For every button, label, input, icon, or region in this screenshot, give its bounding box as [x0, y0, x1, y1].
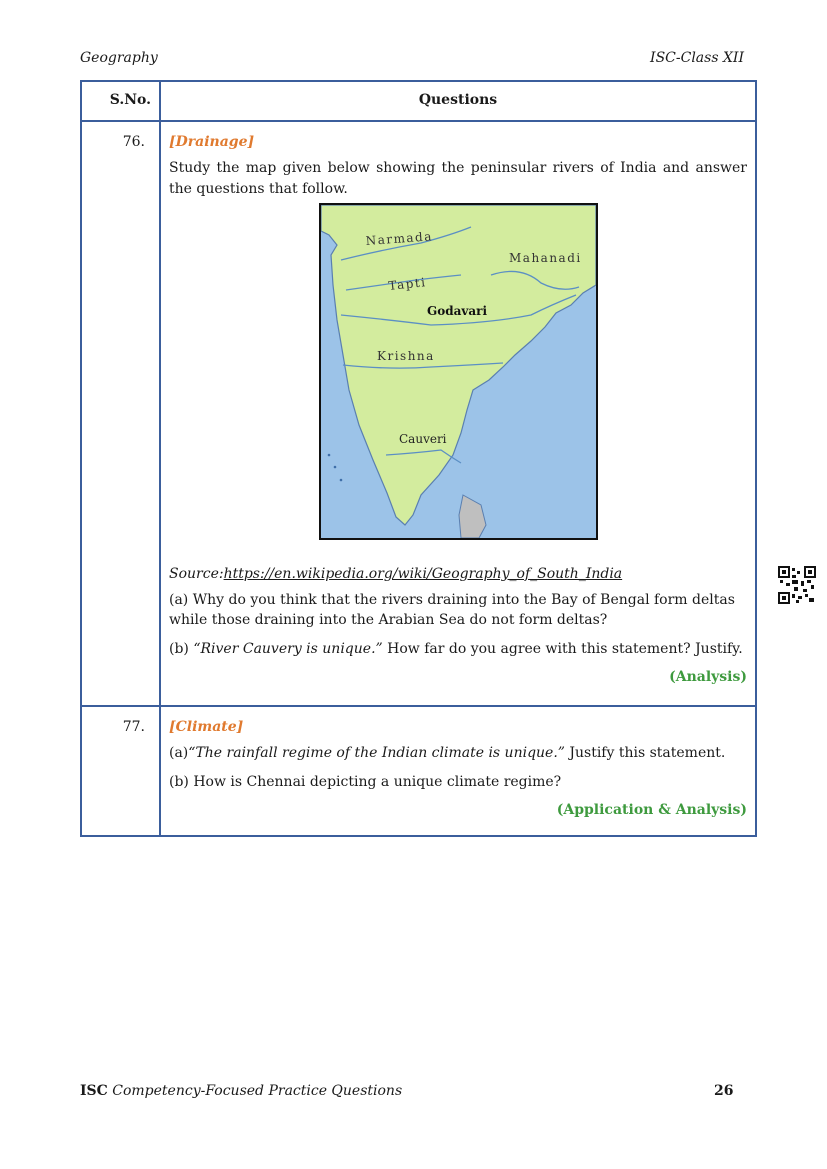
footer-title [80, 1083, 402, 1099]
island-dot [339, 479, 342, 482]
question-body [160, 706, 756, 836]
sub-question-a-rest: Justify this statement. [564, 745, 726, 762]
map-label-narmada: Narmada [364, 229, 433, 248]
peninsular-rivers-map [319, 203, 598, 540]
map-label-godavari: Godavari [426, 303, 487, 318]
header-subject: Geography [80, 50, 158, 66]
topic-label: [Drainage] [169, 134, 255, 150]
table-row [81, 706, 756, 836]
competency-level: (Application & Analysis) [556, 801, 747, 818]
source-link[interactable]: https://en.wikipedia.org/wiki/Geography_of_South_India [223, 565, 623, 582]
map-graphic [321, 205, 596, 538]
sub-question-a-prefix: (a) [169, 745, 189, 762]
sub-question-b-prefix: (b) [169, 640, 194, 657]
page-number: 26 [714, 1083, 734, 1099]
question-intro: Study the map given below showing the peninsular rivers of India and answer the questions that follow. [169, 160, 747, 197]
topic-label: [Climate] [169, 719, 244, 735]
footer-brand: ISC [80, 1083, 108, 1099]
sub-question-b-quote: “River Cauvery is unique.” [193, 640, 383, 657]
sub-question-a: (a) Why do you think that the rivers draining into the Bay of Bengal form deltas while those draining into the Arabian Sea do not form deltas? [169, 592, 735, 629]
map-label-krishna: Krishna [376, 348, 435, 363]
col-header-sn: S.No. [81, 81, 160, 121]
competency-level: (Analysis) [669, 669, 747, 686]
qr-code-graphic [778, 566, 816, 604]
map-label-tapti: Tapti [387, 274, 427, 293]
source-line [169, 564, 747, 584]
sub-question-b-rest: How far do you agree with this statement? Justify. [382, 640, 743, 657]
source-label: Source: [169, 565, 224, 582]
table-row [81, 121, 756, 706]
question-body [160, 121, 756, 706]
question-number: 77. [81, 706, 160, 836]
question-number: 76. [81, 121, 160, 706]
table-header-row [81, 81, 756, 121]
header-class: ISC-Class XII [650, 50, 744, 66]
qr-code-icon[interactable] [778, 566, 816, 604]
questions-table [80, 80, 757, 837]
sub-question-a [169, 743, 747, 763]
island-dot [333, 466, 336, 469]
sub-question-a-quote: “The rainfall regime of the Indian climate is unique.” [188, 745, 565, 762]
map-container [169, 203, 747, 540]
col-header-questions: Questions [160, 81, 756, 121]
map-label-mahanadi: Mahanadi [508, 250, 582, 265]
sub-question-b [169, 639, 747, 659]
island-dot [327, 454, 330, 457]
map-label-cauveri: Cauveri [398, 431, 447, 446]
footer-title-text: Competency-Focused Practice Questions [107, 1083, 403, 1099]
sub-question-b: (b) How is Chennai depicting a unique climate regime? [169, 773, 562, 790]
